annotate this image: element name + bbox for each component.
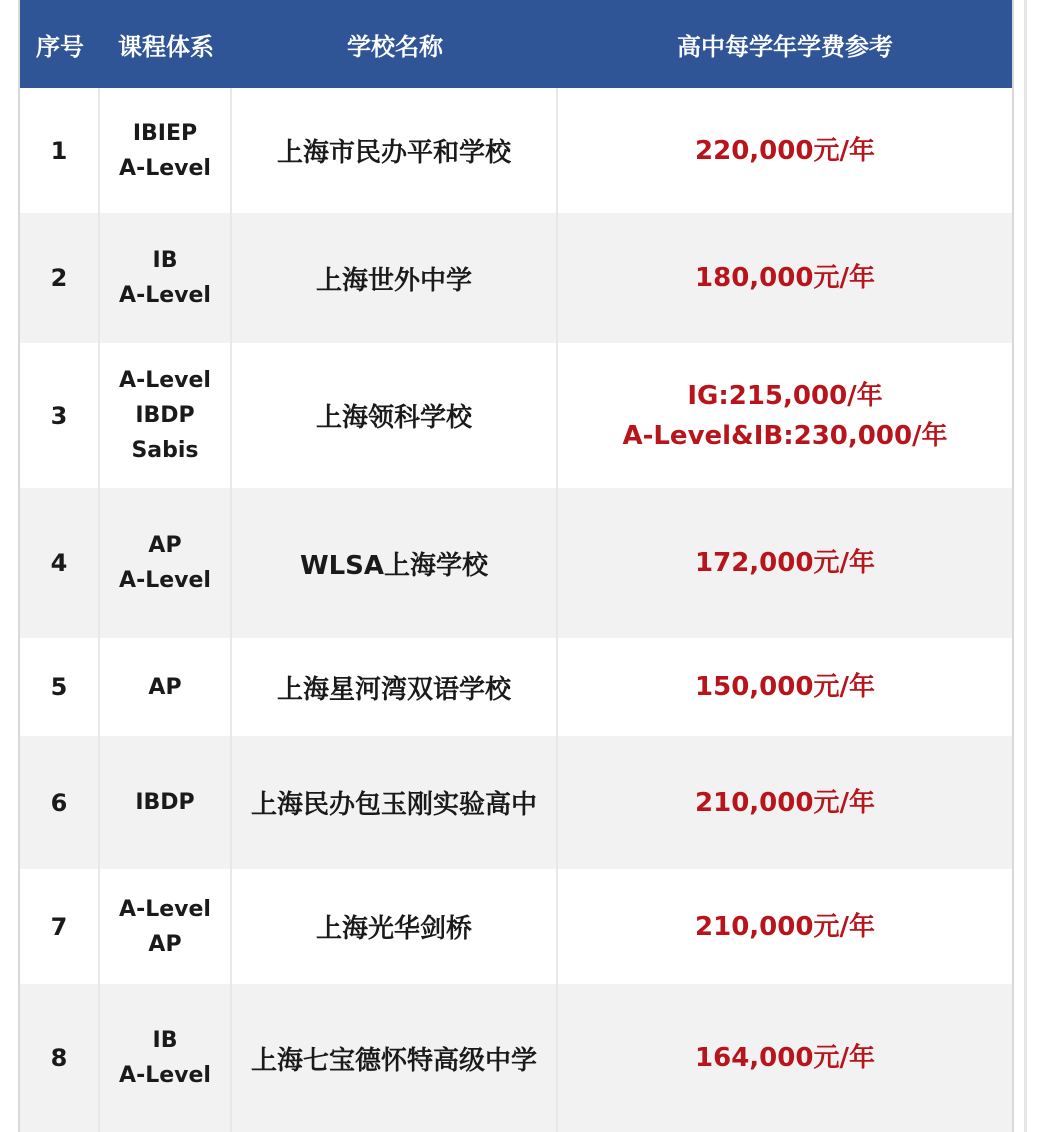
row-system-cell xyxy=(100,984,232,1132)
row-system-cell xyxy=(100,488,232,638)
row-school: 上海星河湾双语学校 xyxy=(276,674,511,705)
row-system-cell xyxy=(100,736,232,869)
row-fee: 164,000元/年 xyxy=(695,1043,875,1073)
row-school-cell xyxy=(232,869,558,984)
row-school-cell xyxy=(232,638,558,736)
row-school-cell xyxy=(232,488,558,638)
row-system-cell xyxy=(100,343,232,488)
row-no-cell xyxy=(20,88,100,213)
table-row xyxy=(20,638,1012,736)
row-school-cell xyxy=(232,343,558,488)
row-system: IB A-Level xyxy=(119,1028,211,1088)
row-system: AP xyxy=(148,674,182,700)
header-fee: 高中每学年学费参考 xyxy=(677,32,893,61)
row-fee-cell xyxy=(558,869,1012,984)
row-system-cell xyxy=(100,869,232,984)
row-no: 1 xyxy=(50,136,68,165)
row-school: 上海领科学校 xyxy=(315,403,472,433)
row-no: 3 xyxy=(50,401,68,430)
header-school: 学校名称 xyxy=(347,32,443,61)
row-fee: IG:215,000/年 A-Level&IB:230,000/年 xyxy=(622,380,948,451)
row-no: 4 xyxy=(50,549,68,577)
row-school-cell xyxy=(232,736,558,869)
table-row xyxy=(20,343,1012,488)
row-system-cell xyxy=(100,213,232,343)
row-system: A-Level AP xyxy=(119,896,211,957)
table-row xyxy=(20,213,1012,343)
row-no: 6 xyxy=(50,788,68,817)
row-school: 上海民办包玉刚实验高中 xyxy=(250,790,537,820)
row-school-cell xyxy=(232,88,558,213)
row-fee: 220,000元/年 xyxy=(695,135,875,166)
row-fee: 210,000元/年 xyxy=(695,911,875,942)
row-fee-cell xyxy=(558,984,1012,1132)
header-no: 序号 xyxy=(36,32,84,61)
row-system: AP A-Level xyxy=(119,533,211,593)
row-fee: 210,000元/年 xyxy=(695,787,875,818)
row-fee-cell xyxy=(558,736,1012,869)
row-no-cell xyxy=(20,343,100,488)
row-school: 上海七宝德怀特高级中学 xyxy=(250,1045,537,1076)
row-system-cell xyxy=(100,638,232,736)
row-system: IBIEP A-Level xyxy=(119,120,211,181)
tuition-table xyxy=(18,0,1014,1132)
row-no-cell xyxy=(20,869,100,984)
row-fee-cell xyxy=(558,343,1012,488)
row-no-cell xyxy=(20,984,100,1132)
row-system: IB A-Level xyxy=(119,248,211,308)
row-no-cell xyxy=(20,488,100,638)
row-system: IBDP xyxy=(135,790,195,815)
table-row xyxy=(20,869,1012,984)
row-fee: 180,000元/年 xyxy=(695,263,875,293)
row-school-cell xyxy=(232,213,558,343)
row-system: A-Level IBDP Sabis xyxy=(119,368,211,463)
row-no-cell xyxy=(20,736,100,869)
row-no: 5 xyxy=(50,673,68,701)
table-row xyxy=(20,984,1012,1132)
row-fee: 172,000元/年 xyxy=(695,548,875,578)
row-no-cell xyxy=(20,638,100,736)
row-fee-cell xyxy=(558,88,1012,213)
row-school: WLSA上海学校 xyxy=(299,550,489,581)
table-row xyxy=(20,488,1012,638)
row-no: 7 xyxy=(50,912,68,941)
row-school-cell xyxy=(232,984,558,1132)
row-no: 8 xyxy=(50,1044,68,1072)
row-school: 上海市民办平和学校 xyxy=(276,138,511,168)
row-school: 上海光华剑桥 xyxy=(315,914,472,944)
table-row xyxy=(20,88,1012,213)
row-fee-cell xyxy=(558,488,1012,638)
row-no: 2 xyxy=(50,264,68,292)
row-system-cell xyxy=(100,88,232,213)
row-fee: 150,000元/年 xyxy=(695,672,875,702)
row-fee-cell xyxy=(558,213,1012,343)
scrollbar-track[interactable] xyxy=(1024,0,1027,1132)
table-header xyxy=(20,0,1012,88)
row-fee-cell xyxy=(558,638,1012,736)
row-no-cell xyxy=(20,213,100,343)
table-row xyxy=(20,736,1012,869)
header-system: 课程体系 xyxy=(118,32,214,61)
row-school: 上海世外中学 xyxy=(315,265,472,296)
